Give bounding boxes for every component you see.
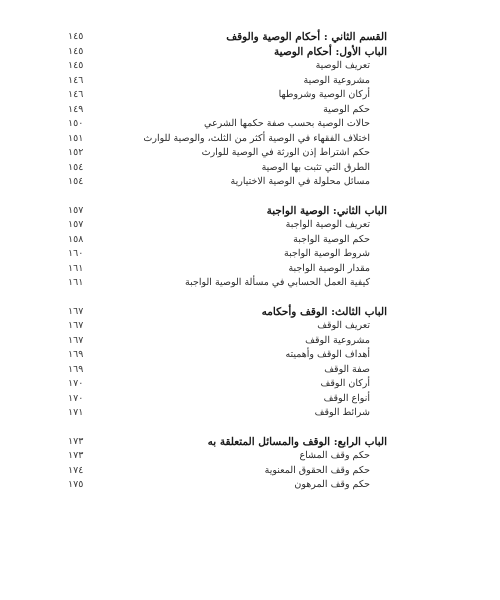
toc-entry-row	[0, 392, 500, 407]
toc-page-number: ١٥٤	[68, 176, 84, 187]
toc-entry-title: اختلاف الفقهاء في الوصية أكثر من الثلث، والوصية للوارث	[143, 132, 370, 144]
toc-page-number: ١٧٣	[68, 450, 84, 461]
toc-entry-row	[0, 319, 500, 334]
toc-page-number: ١٥٨	[68, 233, 84, 245]
toc-page-number: ١٦١	[68, 277, 84, 288]
toc-page-number: ١٦٩	[68, 349, 84, 360]
toc-page-number: ١٥٢	[68, 147, 84, 158]
toc-heading-title: القسم الثاني : أحكام الوصية والوقف	[226, 31, 387, 43]
toc-page-number: ١٦٧	[68, 320, 84, 331]
toc-page-number: ١٤٥	[68, 60, 84, 71]
toc-page-number: ١٦٧	[68, 305, 84, 317]
toc-page-number: ١٧٣	[68, 435, 84, 447]
toc-entry-title: حكم وقف المشاع	[299, 450, 370, 461]
toc-heading-title: الباب الثاني: الوصية الواجبة	[266, 204, 387, 217]
toc-entry-row	[0, 334, 500, 349]
toc-entry-title: تعريف الوصية الواجبة	[285, 219, 370, 230]
toc-entry-row	[0, 218, 500, 233]
toc-entry-title: مشروعية الوقف	[305, 334, 370, 346]
toc-entry-title: صفة الوقف	[324, 363, 370, 375]
toc-entry-title: حكم اشتراط إذن الورثة في الوصية للوارث	[201, 147, 370, 158]
toc-page-number: ١٥٧	[68, 219, 84, 230]
toc-entry-row	[0, 117, 500, 132]
toc-section	[0, 435, 500, 493]
toc-section	[0, 305, 500, 421]
toc-page-number: ١٥٠	[68, 118, 84, 129]
toc-entry-row	[0, 146, 500, 161]
toc-heading-row	[0, 30, 500, 45]
toc-page-number: ١٦١	[68, 262, 84, 274]
toc-section	[0, 30, 500, 190]
toc-page-number: ١٥٤	[68, 161, 84, 173]
toc-entry-row	[0, 74, 500, 89]
toc-entry-title: تعريف الوقف	[317, 320, 370, 331]
toc-entry-title: أهداف الوقف وأهميته	[285, 349, 370, 360]
toc-entry-title: مشروعية الوصية	[303, 74, 370, 86]
toc-heading-title: الباب الثالث: الوقف وأحكامه	[261, 305, 387, 318]
toc-entry-row	[0, 478, 500, 493]
toc-page-number: ١٥١	[68, 132, 84, 144]
toc-page-number: ١٤٥	[68, 31, 84, 42]
toc-entry-title: مسائل محلولة في الوصية الاختيارية	[230, 176, 370, 187]
toc-entry-row	[0, 132, 500, 147]
toc-heading-title: الباب الأول: أحكام الوصية	[274, 45, 387, 58]
toc-heading-row	[0, 204, 500, 219]
toc-page-number: ١٧١	[68, 407, 84, 418]
toc-entry-row	[0, 88, 500, 103]
toc-heading-row	[0, 305, 500, 320]
toc-heading-row	[0, 435, 500, 450]
toc-entry-row	[0, 59, 500, 74]
toc-entry-title: حالات الوصية بحسب صفة حكمها الشرعي	[204, 118, 370, 129]
toc-entry-row	[0, 161, 500, 176]
toc-entry-row	[0, 175, 500, 190]
toc-entry-title: شروط الوصية الواجبة	[284, 248, 370, 259]
toc-entry-row	[0, 449, 500, 464]
toc-entry-title: حكم وقف الحقوق المعنوية	[264, 464, 370, 476]
toc-section	[0, 204, 500, 291]
toc-entry-row	[0, 464, 500, 479]
toc-page-number: ١٦٧	[68, 334, 84, 346]
toc-entry-title: حكم وقف المرهون	[294, 479, 370, 490]
toc-page-number: ١٥٧	[68, 204, 84, 216]
toc-entry-row	[0, 377, 500, 392]
toc-page-number: ١٧٤	[68, 464, 84, 476]
toc-entry-row	[0, 406, 500, 421]
toc-page-number: ١٤٩	[68, 103, 84, 115]
toc-page-number: ١٧٠	[68, 392, 84, 404]
toc-entry-title: أنواع الوقف	[323, 392, 370, 404]
toc-entry-title: كيفية العمل الحسابي في مسألة الوصية الواجبة	[185, 277, 370, 288]
toc-page-number: ١٤٥	[68, 45, 84, 57]
toc-page-number: ١٦٠	[68, 248, 84, 259]
toc-entry-title: حكم الوصية الواجبة	[293, 233, 370, 245]
toc-entry-title: تعريف الوصية	[315, 60, 370, 71]
toc-page-number: ١٧٥	[68, 479, 84, 490]
toc-entry-title: أركان الوقف	[320, 378, 370, 389]
toc-entry-title: حكم الوصية	[323, 103, 370, 115]
toc-entry-row	[0, 262, 500, 277]
toc-entry-row	[0, 276, 500, 291]
toc-entry-title: أركان الوصية وشروطها	[278, 89, 370, 100]
toc-entry-title: الطرق التي تثبت بها الوصية	[261, 161, 370, 173]
toc-entry-title: شرائط الوقف	[314, 407, 370, 418]
toc-entry-row	[0, 348, 500, 363]
toc-entry-row	[0, 233, 500, 248]
toc-entry-row	[0, 363, 500, 378]
toc-page-number: ١٦٩	[68, 363, 84, 375]
toc-heading-row	[0, 45, 500, 60]
toc-entry-title: مقدار الوصية الواجبة	[288, 262, 370, 274]
toc-heading-title: الباب الرابع: الوقف والمسائل المتعلقة به	[207, 435, 387, 448]
toc-entry-row	[0, 247, 500, 262]
toc-page-number: ١٧٠	[68, 378, 84, 389]
table-of-contents	[0, 30, 500, 493]
toc-page-number: ١٤٦	[68, 89, 84, 100]
toc-entry-row	[0, 103, 500, 118]
toc-page-number: ١٤٦	[68, 74, 84, 86]
